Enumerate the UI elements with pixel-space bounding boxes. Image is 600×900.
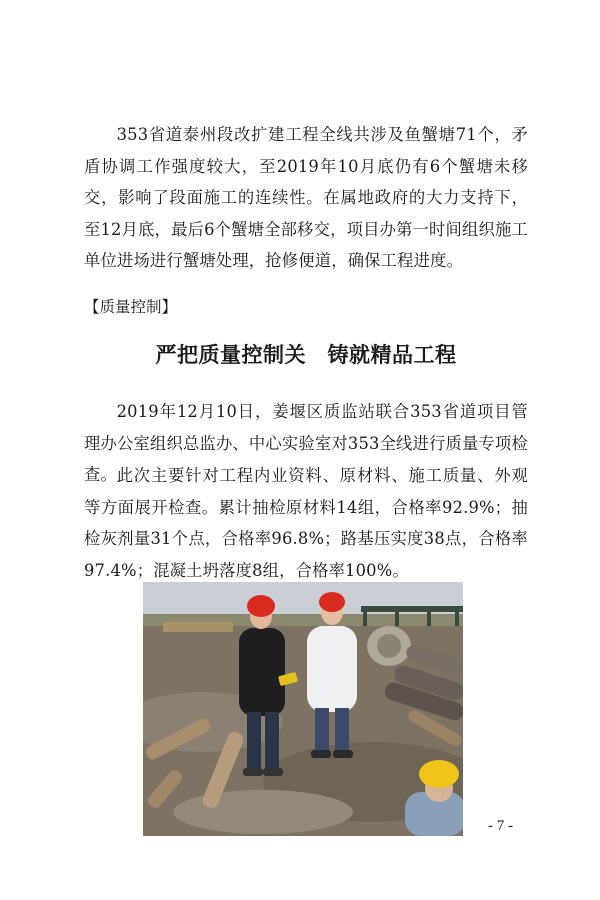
page-number: - 7 - [488, 818, 513, 834]
quality-inspection-site-photo [143, 582, 463, 836]
intro-paragraph: 353省道泰州段改扩建工程全线共涉及鱼蟹塘71个，矛盾协调工作强度较大，至2019年10月底仍有6个蟹塘未移交，影响了段面施工的连续性。在属地政府的大力支持下，至12月底，最后6个蟹塘全部移交，项目办第一时间组织施工单位进场进行蟹塘处理，抢修便道，确保工程进度。 [84, 125, 528, 270]
article-paragraph-inspection-date: 2019年12月10日，姜堰区质监站联合353省道项目管理办公室组织总监办、中心实验室对353全线进行质量专项检查。 [84, 402, 528, 484]
article-headline: 严把质量控制关 铸就精品工程 [155, 342, 457, 367]
article-paragraph-inspection-results: 此次主要针对工程内业资料、原材料、施工质量、外观等方面展开检查。累计抽检原材料14组，合格率92.9%；抽检灰剂量31个点，合格率96.8%；路基压实度38点，合格率97.4%；混凝土坍落度8组，合格率100%。 [84, 466, 528, 580]
section-tag: 【质量控制】 [84, 298, 178, 316]
